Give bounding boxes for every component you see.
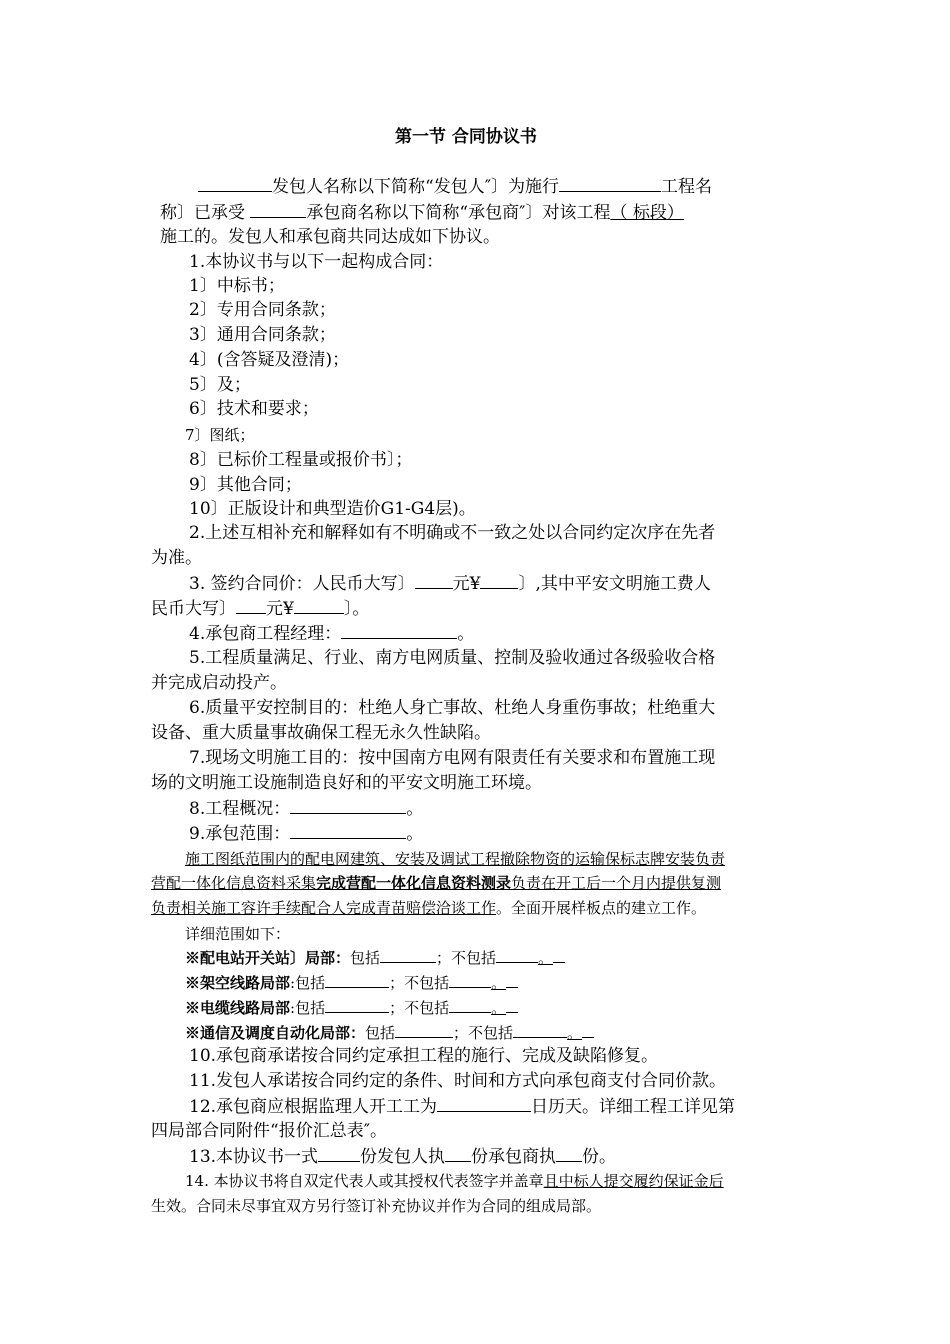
page-title: 第一节 合同协议书 xyxy=(395,127,537,147)
scope-text: 施工图纸范围内的配电网建筑、安装及调试工程撤除物资的运输保标志牌安装负责 xyxy=(185,850,726,868)
list-item: 8〕已标价工程量或报价书〕； xyxy=(189,450,413,470)
paragraph-line: 称〕已承受 承包商名称以下简称“承包商″〕对该工程（ 标段） xyxy=(160,203,684,223)
list-item: 9〕其他合同； xyxy=(189,475,302,495)
list-item: 2.上述互相补充和解释如有不明确或不一致之处以合同约定次序在先者 xyxy=(189,523,716,543)
scope-detail-row: ※通信及调度自动化局部：包括 ；不包括 。 xyxy=(185,1021,594,1044)
blank-line[interactable] xyxy=(325,996,389,1013)
list-item: 8.工程概况： 。 xyxy=(189,799,424,819)
blank-line[interactable] xyxy=(236,597,266,614)
blank-line[interactable] xyxy=(198,175,272,192)
list-item: 5〕及； xyxy=(189,375,251,395)
scope-detail-row: ※配电站开关站〕局部：包括 ；不包括 。 xyxy=(185,946,565,969)
blank-line[interactable] xyxy=(380,946,436,963)
list-item: 2〕专用合同条款； xyxy=(189,300,336,320)
blank-line[interactable] xyxy=(496,946,538,963)
blank-line[interactable] xyxy=(582,1021,594,1038)
blank-line[interactable] xyxy=(480,572,518,589)
list-item: 6〕技术和要求； xyxy=(189,399,319,419)
list-item: 12.承包商应根据监理人开工工为 日历天。详细工程工详见第 xyxy=(189,1097,736,1117)
list-item: 4.承包商工程经理： 。 xyxy=(189,624,475,644)
blank-line[interactable] xyxy=(318,1145,360,1162)
blank-line[interactable] xyxy=(559,175,661,192)
blank-line[interactable] xyxy=(437,1095,531,1112)
blank-line[interactable] xyxy=(341,622,457,639)
list-item: 为准。 xyxy=(151,548,202,568)
blank-line[interactable] xyxy=(506,971,518,988)
list-item: 四局部合同附件“报价汇总表″。 xyxy=(151,1121,388,1141)
list-item: 并完成启动投产。 xyxy=(151,673,287,693)
list-item: 7〕图纸； xyxy=(185,426,255,444)
scope-text: 负责相关施工容许手续配合人完成青苗赔偿洽谈工作。全面开展样板点的建立工作。 xyxy=(151,899,707,917)
list-item: 3〕通用合同条款； xyxy=(189,325,336,345)
blank-line[interactable] xyxy=(553,946,565,963)
blank-line[interactable] xyxy=(556,1145,582,1162)
list-item: 1.本协议书与以下一起构成合同： xyxy=(189,252,444,272)
list-item: 4〕(含答疑及澄清)； xyxy=(189,350,350,370)
scope-text: 营配一体化信息资料采集完成营配一体化信息资料测录负责在开工后一个月内提供复测 xyxy=(151,874,722,892)
list-item: 设备、重大质量事故确保工程无永久性缺陷。 xyxy=(151,723,491,743)
list-item: 生效。合同未尽事宜双方另行签订补充协议并作为合同的组成局部。 xyxy=(151,1197,602,1215)
list-item: 9.承包范围： 。 xyxy=(189,824,424,844)
blank-line[interactable] xyxy=(415,572,453,589)
blank-line[interactable] xyxy=(325,971,389,988)
list-item: 11.发包人承诺按合同约定的条件、时间和方式向承包商支付合同价款。 xyxy=(189,1071,727,1091)
blank-line[interactable] xyxy=(290,822,406,839)
blank-line[interactable] xyxy=(449,971,491,988)
blank-line[interactable] xyxy=(513,1021,567,1038)
list-item: 民币大写〕 元¥ 〕。 xyxy=(151,599,370,619)
list-item: 10〕正版设计和典型造价G1-G4层)。 xyxy=(189,499,476,519)
list-item: 6.质量平安控制目的：杜绝人身亡事故、杜绝人身重伤事故；杜绝重大 xyxy=(189,698,716,718)
list-item: 14. 本协议书将自双定代表人或其授权代表签字并盖章且中标人提交履约保证金后 xyxy=(185,1172,724,1190)
section-label: （ 标段） xyxy=(610,203,684,223)
blank-line[interactable] xyxy=(445,1145,471,1162)
blank-line[interactable] xyxy=(290,797,406,814)
list-item: 13.本协议书一式 份发包人执 份承包商执 份。 xyxy=(189,1147,617,1167)
list-item: 5.工程质量满足、行业、南方电网质量、控制及验收通过各级验收合格 xyxy=(189,648,716,668)
list-item: 10.承包商承诺按合同约定承担工程的施行、完成及缺陷修复。 xyxy=(189,1046,659,1066)
scope-detail-row: ※架空线路局部:包括 ；不包括 。 xyxy=(185,971,518,994)
list-item: 7.现场文明施工目的：按中国南方电网有限责任有关要求和布置施工现 xyxy=(189,748,716,768)
list-item: 1〕中标书； xyxy=(189,276,285,296)
blank-line[interactable] xyxy=(250,201,306,218)
paragraph-line: 施工的。发包人和承包商共同达成如下协议。 xyxy=(160,227,500,247)
blank-line[interactable] xyxy=(449,996,491,1013)
scope-detail-row: ※电缆线路局部:包括 ；不包括 。 xyxy=(185,996,518,1019)
paragraph-line: 发包人名称以下简称“发包人″〕为施行 工程名 xyxy=(198,175,712,198)
blank-line[interactable] xyxy=(294,597,344,614)
detail-heading: 详细范围如下： xyxy=(185,925,291,943)
list-item: 场的文明施工设施制造良好和的平安文明施工环境。 xyxy=(151,773,542,793)
list-item: 3. 签约合同价：人民币大写〕 元¥ 〕,其中平安文明施工费人 xyxy=(189,574,711,594)
blank-line[interactable] xyxy=(395,1021,453,1038)
blank-line[interactable] xyxy=(506,996,518,1013)
